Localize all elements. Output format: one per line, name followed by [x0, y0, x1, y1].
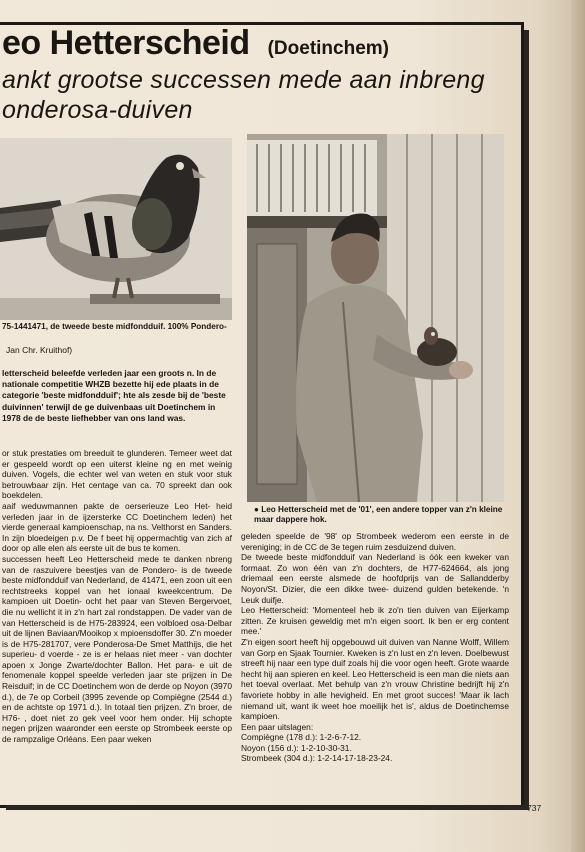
article-title	[2, 24, 389, 63]
pigeon-illustration	[0, 138, 232, 320]
article-intro: letterscheid beleefde verleden jaar een groots n. In de nationale competitie WHZB bezette hij ede plaats in de categorie 'beste midfondduif'; hte als zesde bij de 'beste duivinnen' terwijl de ge duivenbaas uit Doetinchem in 1978 de de beste liefhebber van ons land was.	[2, 368, 226, 423]
frame-shadow-bottom	[6, 805, 529, 810]
body-column-left	[2, 448, 232, 745]
result-line: Compiègne (178 d.): 1-2-6-7-12.	[241, 732, 362, 743]
pigeon-photo	[0, 138, 232, 320]
man-holding-pigeon-illustration	[247, 134, 504, 502]
headline-line-2: onderosa-duiven	[2, 96, 193, 124]
body-column-right	[241, 531, 509, 764]
body-paragraph: or stuk prestaties om breeduit te glunderen. Temeer weet dat er gespeeld wordt op een uiterst kleine ng en met weinig duiven. Vogels, die echter wel van weten en stuk voor stuk betrouwbaar zijn. Het centage van ca. 70 spreekt dan ook boekdelen.	[2, 448, 232, 501]
fancier-photo	[247, 134, 504, 502]
result-line: Strombeek (304 d.): 1-2-14-17-18-23-24.	[241, 753, 393, 764]
author-byline: Jan Chr. Kruithof)	[6, 345, 73, 355]
body-paragraph: Leo Hetterscheid: 'Momenteel heb ik zo'n tien duiven van Eijerkamp zitten. Ze kruisen geweldig met m'n eigen soort. Ik ben er erg content mee.'	[241, 605, 509, 637]
body-paragraph: successen heeft Leo Hetterscheid mede te danken nbreng van de raszuivere beestjes van de Pondero- is de tweede beste midfondduif van Nederland, de 41471, een zoon uit een rechtstreeks koppel van het ionaal kweekcentrum. De kampioen uit Doetin- ocht het paar van Steven Bergervoet, die nu wellicht it in z'n hart zal rondstappen. De vader van de van Hetterscheid is de H75-283924, een volbloed osa-Delbar uit de lijnen Baviaan/Mooikop x mpioensdoffer 30. Z'n moeder is de H75-281707, vere Ponderosa-De Smet Matthijs, die het superieu- d voerde - ze is er helaas niet meer - van dochter apoen x Jonge Zwarte/dochter Ballon. Het para- e uit de fenomenale koppel speelde verleden jaar ste prijzen in De Reisduif; in de CC Doetinchem won de derde op Noyon (3970 d.), de 7e op Corbeil (3995 zevende op Compiègne (2544 d.) en de achtste op 1971 d.). In totaal tien prijzen. Z'n broer, de H76- , doet niet zo gek veel voor hem onder. Hij schopte negen prijzen waaronder een eerste op Strombeek eerste op de rampzalige Orléans. Een paar weken	[2, 553, 232, 745]
page-binding-edge	[571, 0, 585, 852]
body-paragraph: geleden speelde de '98' op Strombeek wederom een eerste in de vereniging; in de CC de 3e tegen ruim zesduizend duiven.	[241, 531, 509, 552]
pigeon-photo-caption: 75-1441471, de tweede beste midfondduif. 100% Pondero-	[2, 322, 227, 331]
title-name: eo Hetterscheid	[2, 24, 250, 62]
page-number: 737	[527, 803, 542, 813]
headline-line-1: ankt grootse successen mede aan inbreng	[2, 66, 485, 94]
body-paragraph: Z'n eigen soort heeft hij opgebouwd uit duiven van Nanne Wolff, Willem van Gorp en Sjaak Tournier. Kweken is z'n lust en z'n leven. Doelbewust streeft hij naar een type duif zoals hij die voor ogen heeft. Grote waarde hecht hij aan spieren en keel. Leo Hetterscheid is een man die niets aan het toeval overlaat. Met behulp van z'n vrouw Christine bedrijft hij z'n favoriete hobby in alle hevigheid. En met groot succes! 'Maar ik lach niemand uit, want ik weet hoe moeilijk het is', aldus de Doetinchemse kampioen.	[241, 636, 509, 722]
body-paragraph: De tweede beste midfondduif van Nederland is óók een kweker van formaat. Zo won één van z'n dochters, de H77-624664, als jong driemaal een eerste alsmede de hoofdprijs van de Sallandderby Noyon/St. Dizier, die een dikke twee- duizend gulden betekende. 'n Leuk duifje.	[241, 552, 509, 605]
fancier-photo-caption: ● Leo Hetterscheid met de '01', een andere topper van z'n kleine maar dappere hok.	[254, 505, 503, 524]
frame-shadow-right	[524, 30, 529, 806]
title-location: (Doetinchem)	[267, 38, 389, 59]
result-line: Noyon (156 d.): 1-2-10-30-31.	[241, 742, 352, 753]
body-paragraph: aaif weduwmannen pakte de oerserieuze Leo Het- heid verleden jaar in de ijzersterke CC Doetinchem leden) het vierde generaal kampioenschap, na ns. Velthorst en Sanders. In zijn bloedeigen p.v. De f beet hij oppermachtig van zich af door op alle elen als eerste uit de bus te komen.	[2, 500, 232, 554]
results-heading: Een paar uitslagen:	[241, 721, 314, 732]
